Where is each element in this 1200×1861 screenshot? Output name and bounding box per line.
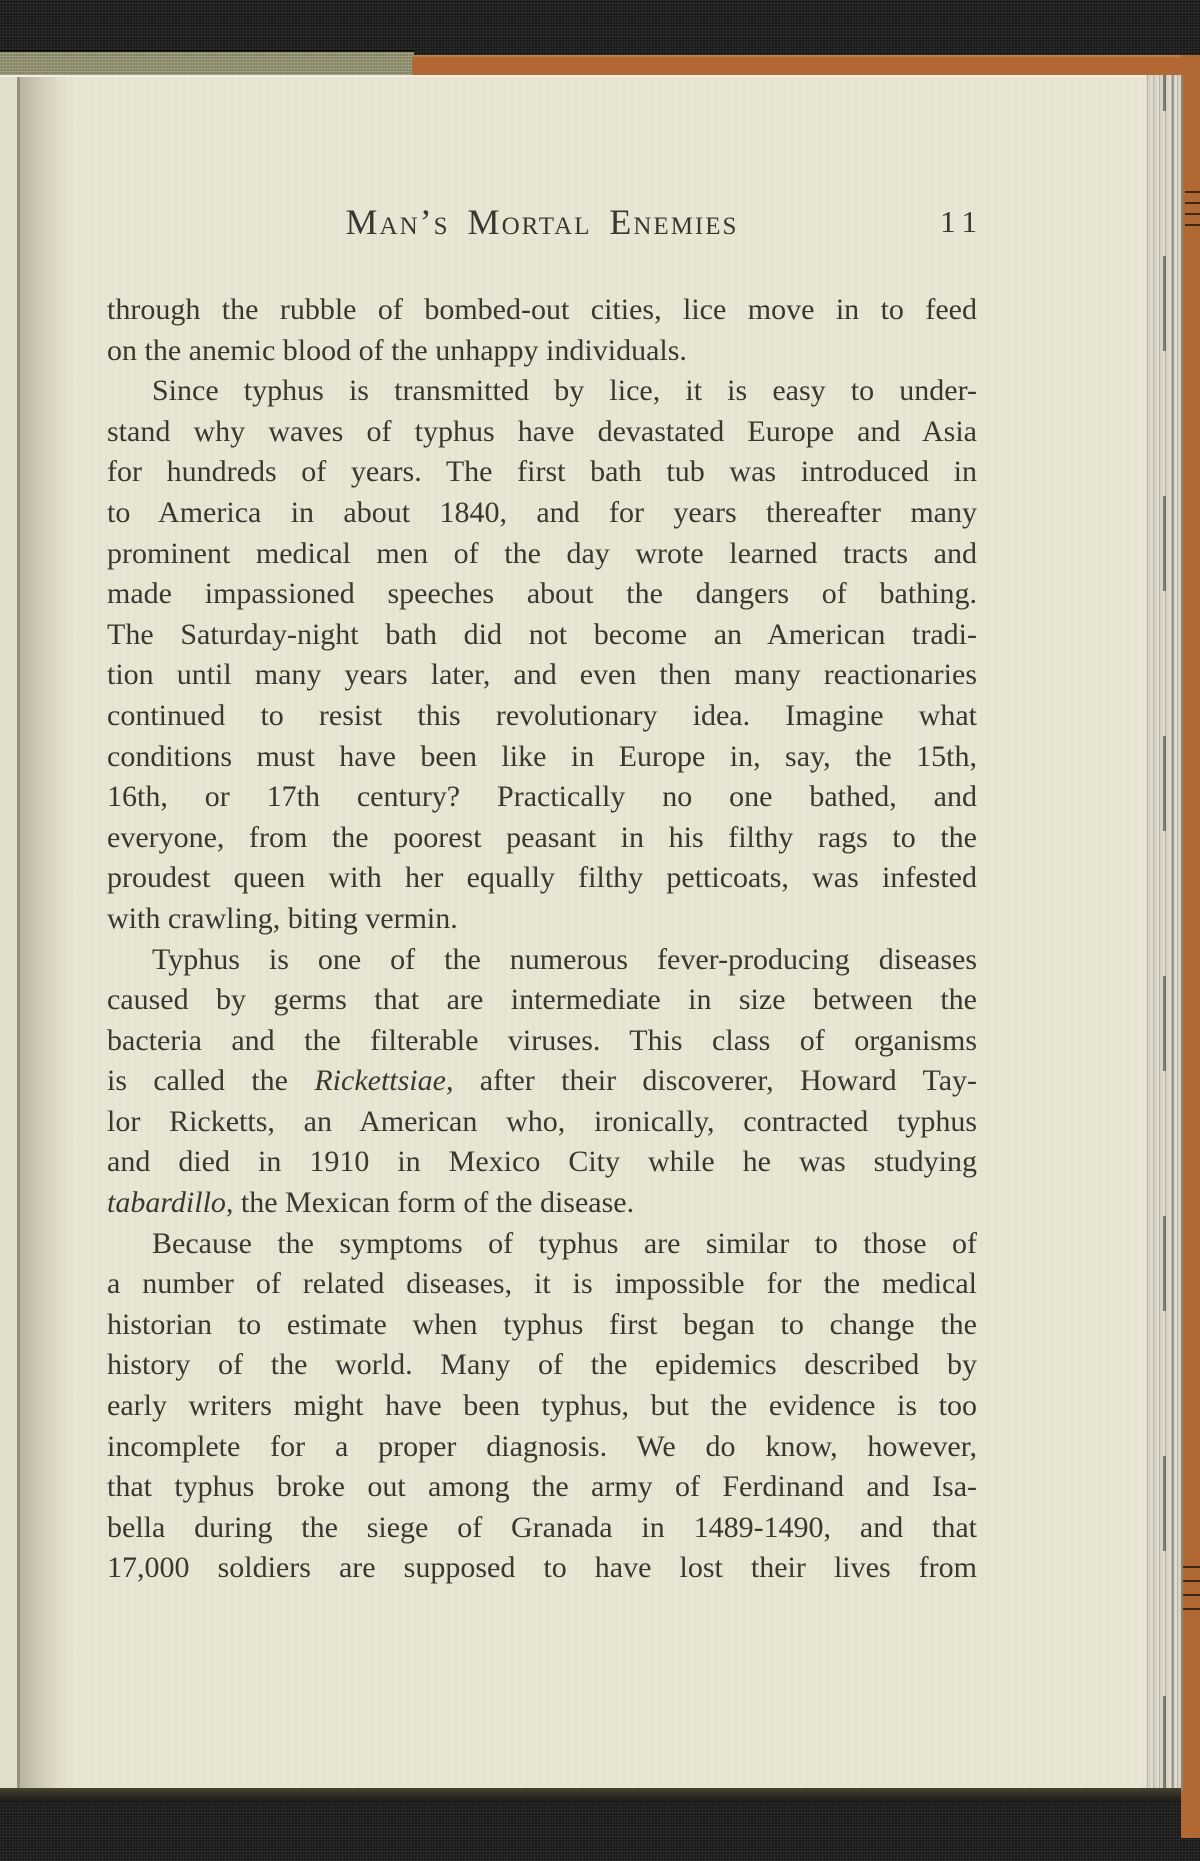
text-line: 17,000 soldiers are supposed to have lost their lives from (107, 1551, 977, 1585)
text-line: Typhus is one of the numerous fever-producing diseases (152, 942, 977, 976)
jacket-rule-line (1181, 1580, 1200, 1582)
text-line: early writers might have been typhus, but the evidence is too (107, 1389, 977, 1423)
text-line: and died in 1910 in Mexico City while he was studying (107, 1145, 977, 1179)
text-line: stand why waves of typhus have devastated Europe and Asia (107, 414, 977, 448)
text-line: everyone, from the poorest peasant in his filthy rags to the (107, 820, 977, 854)
jacket-rule-line (1185, 191, 1200, 193)
dust-jacket-right-edge (1181, 55, 1200, 1838)
text-line: is called the Rickettsiae, after their discoverer, Howard Tay- (107, 1064, 977, 1098)
text-line: Because the symptoms of typhus are similar to those of (152, 1226, 977, 1260)
running-title: Man’s Mortal Enemies (345, 202, 739, 242)
text-line: 16th, or 17th century? Practically no one bathed, and (107, 780, 977, 814)
fore-edge-streak (1163, 75, 1166, 1791)
text-line: prominent medical men of the day wrote learned tracts and (107, 536, 977, 570)
text-line: historian to estimate when typhus first began to change the (107, 1307, 977, 1341)
text-line: a number of related diseases, it is impossible for the medical (107, 1267, 977, 1301)
text-line: bella during the siege of Granada in 1489-1490, and that (107, 1510, 977, 1544)
page-fore-edge (1145, 75, 1183, 1791)
jacket-rule-line (1185, 224, 1200, 226)
text-line: made impassioned speeches about the dangers of bathing. (107, 577, 977, 611)
running-header (107, 202, 984, 242)
text-line: on the anemic blood of the unhappy individuals. (107, 333, 687, 367)
page-bottom-edge (0, 1788, 1181, 1802)
text-line: proudest queen with her equally filthy petticoats, was infested (107, 861, 977, 895)
text-line: continued to resist this revolutionary idea. Imagine what (107, 698, 977, 732)
jacket-rule-line (1185, 202, 1200, 204)
paragraph (107, 1224, 977, 1589)
text-line: The Saturday-night bath did not become an American tradi- (107, 617, 977, 651)
text-line: lor Ricketts, an American who, ironically, contracted typhus (107, 1104, 977, 1138)
page-gutter-shadow (20, 77, 75, 1793)
text-line: for hundreds of years. The first bath tub was introduced in (107, 455, 977, 489)
text-line: Since typhus is transmitted by lice, it is easy to under- (152, 374, 977, 408)
text-line: incomplete for a proper diagnosis. We do know, however, (107, 1429, 977, 1463)
text-line: bacteria and the filterable viruses. This class of organisms (107, 1023, 977, 1057)
jacket-rule-line (1181, 1566, 1200, 1568)
text-line: to America in about 1840, and for years thereafter many (107, 495, 977, 529)
text-line: tion until many years later, and even then many reactionaries (107, 658, 977, 692)
paragraph (107, 371, 977, 939)
text-line: that typhus broke out among the army of Ferdinand and Isa- (107, 1470, 977, 1504)
fore-edge-streak (1172, 75, 1174, 1791)
text-line: with crawling, biting vermin. (107, 901, 458, 935)
page-number: 11 (940, 204, 984, 239)
paragraph (107, 940, 977, 1224)
paragraph (107, 290, 977, 371)
book-page (0, 75, 1146, 1793)
text-line: caused by germs that are intermediate in size between the (107, 983, 977, 1017)
jacket-rule-line (1185, 213, 1200, 215)
text-line: through the rubble of bombed-out cities, lice move in to feed (107, 293, 977, 326)
jacket-rule-line (1181, 1608, 1200, 1610)
text-line: history of the world. Many of the epidemics described by (107, 1348, 977, 1382)
text-line: conditions must have been like in Europe in, say, the 15th, (107, 739, 977, 773)
jacket-rule-line (1181, 1594, 1200, 1596)
page-gutter-edge (0, 77, 20, 1793)
text-line: tabardillo, the Mexican form of the disease. (107, 1186, 635, 1220)
page-body (107, 290, 977, 1589)
